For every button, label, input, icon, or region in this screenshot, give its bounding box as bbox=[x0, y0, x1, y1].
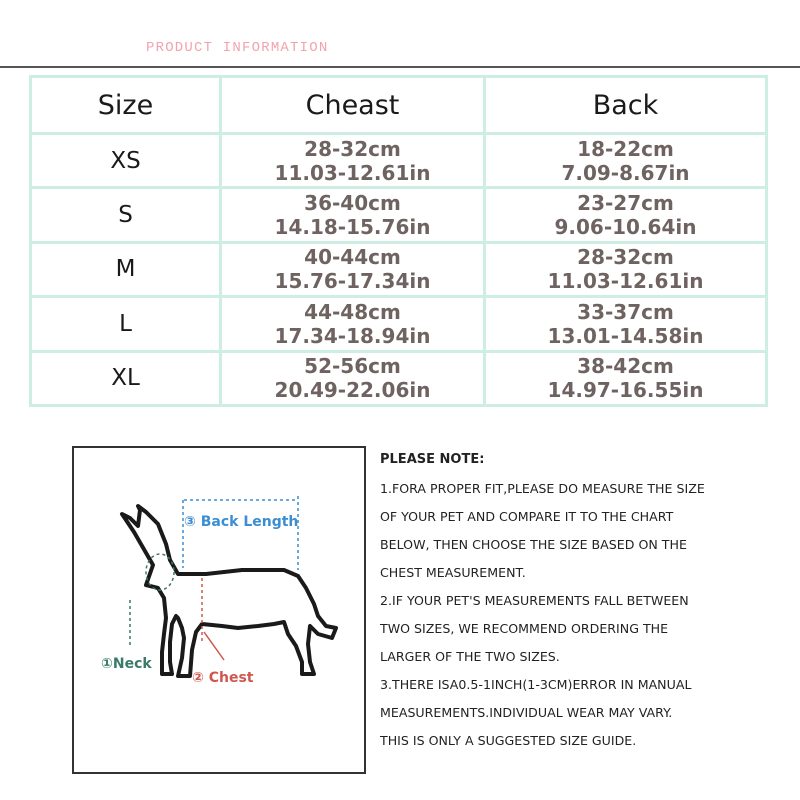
chest-cell bbox=[221, 242, 485, 296]
chest-label: ② Chest bbox=[192, 670, 254, 686]
back-in-value: 7.09-8.67in bbox=[561, 160, 690, 185]
size-cell: XS bbox=[31, 134, 221, 188]
back-in-value: 9.06-10.64in bbox=[554, 215, 697, 240]
table-row bbox=[31, 297, 767, 351]
size-cell: S bbox=[31, 188, 221, 242]
column-header-chest: Cheast bbox=[221, 77, 485, 134]
size-cell: XL bbox=[31, 351, 221, 405]
back-in-value: 13.01-14.58in bbox=[547, 323, 704, 348]
back-in-value: 11.03-12.61in bbox=[547, 269, 704, 294]
column-header-back: Back bbox=[485, 77, 767, 134]
back-cell bbox=[485, 297, 767, 351]
chest-cm-value: 28-32cm bbox=[304, 136, 401, 161]
column-header-size: Size bbox=[31, 77, 221, 134]
chest-in-value: 15.76-17.34in bbox=[274, 269, 431, 294]
size-chart-table bbox=[29, 75, 768, 407]
back-cell bbox=[485, 134, 767, 188]
product-information-heading: PRODUCT INFORMATION bbox=[146, 40, 329, 56]
note-line: THIS IS ONLY A SUGGESTED SIZE GUIDE. bbox=[380, 733, 637, 748]
please-note-block bbox=[380, 446, 760, 755]
note-line: OF YOUR PET AND COMPARE IT TO THE CHART bbox=[380, 509, 674, 524]
measurement-diagram-panel bbox=[72, 446, 366, 774]
table-row bbox=[31, 242, 767, 296]
note-line: 3.THERE ISA0.5-1INCH(1-3CM)ERROR IN MANUAL bbox=[380, 677, 692, 692]
back-cell bbox=[485, 242, 767, 296]
chest-marker bbox=[202, 578, 224, 660]
chest-cm-value: 44-48cm bbox=[304, 299, 401, 324]
note-title: PLEASE NOTE: bbox=[380, 452, 485, 467]
back-cell bbox=[485, 351, 767, 405]
note-line: BELOW, THEN CHOOSE THE SIZE BASED ON THE bbox=[380, 537, 687, 552]
note-line: TWO SIZES, WE RECOMMEND ORDERING THE bbox=[380, 621, 669, 636]
chest-cm-value: 40-44cm bbox=[304, 245, 401, 270]
header-divider bbox=[0, 66, 800, 68]
chest-cell bbox=[221, 134, 485, 188]
dog-silhouette-illustration bbox=[74, 448, 364, 772]
note-line: 2.IF YOUR PET'S MEASUREMENTS FALL BETWEEN bbox=[380, 593, 689, 608]
note-line: 1.FORA PROPER FIT,PLEASE DO MEASURE THE SIZE bbox=[380, 481, 705, 496]
chest-in-value: 20.49-22.06in bbox=[274, 378, 431, 403]
back-cm-value: 33-37cm bbox=[577, 299, 674, 324]
chest-cm-value: 52-56cm bbox=[304, 354, 401, 379]
back-cm-value: 28-32cm bbox=[577, 245, 674, 270]
chest-cm-value: 36-40cm bbox=[304, 191, 401, 216]
chest-in-value: 14.18-15.76in bbox=[274, 215, 431, 240]
chest-cell bbox=[221, 188, 485, 242]
table-row bbox=[31, 351, 767, 405]
table-row bbox=[31, 134, 767, 188]
table-header-row bbox=[31, 77, 767, 134]
chest-cell bbox=[221, 297, 485, 351]
chest-in-value: 11.03-12.61in bbox=[274, 160, 431, 185]
chest-in-value: 17.34-18.94in bbox=[274, 323, 431, 348]
back-cell bbox=[485, 188, 767, 242]
back-cm-value: 38-42cm bbox=[577, 354, 674, 379]
dog-outline bbox=[122, 506, 336, 676]
note-line: LARGER OF THE TWO SIZES. bbox=[380, 649, 560, 664]
back-cm-value: 18-22cm bbox=[577, 136, 674, 161]
back-length-label: ③ Back Length bbox=[184, 514, 299, 530]
back-length-marker bbox=[183, 496, 298, 570]
size-cell: L bbox=[31, 297, 221, 351]
back-cm-value: 23-27cm bbox=[577, 191, 674, 216]
note-line: MEASUREMENTS.INDIVIDUAL WEAR MAY VARY. bbox=[380, 705, 673, 720]
neck-label: ①Neck bbox=[101, 656, 152, 672]
table-row bbox=[31, 188, 767, 242]
chest-cell bbox=[221, 351, 485, 405]
back-in-value: 14.97-16.55in bbox=[547, 378, 704, 403]
size-cell: M bbox=[31, 242, 221, 296]
note-line: CHEST MEASUREMENT. bbox=[380, 565, 526, 580]
